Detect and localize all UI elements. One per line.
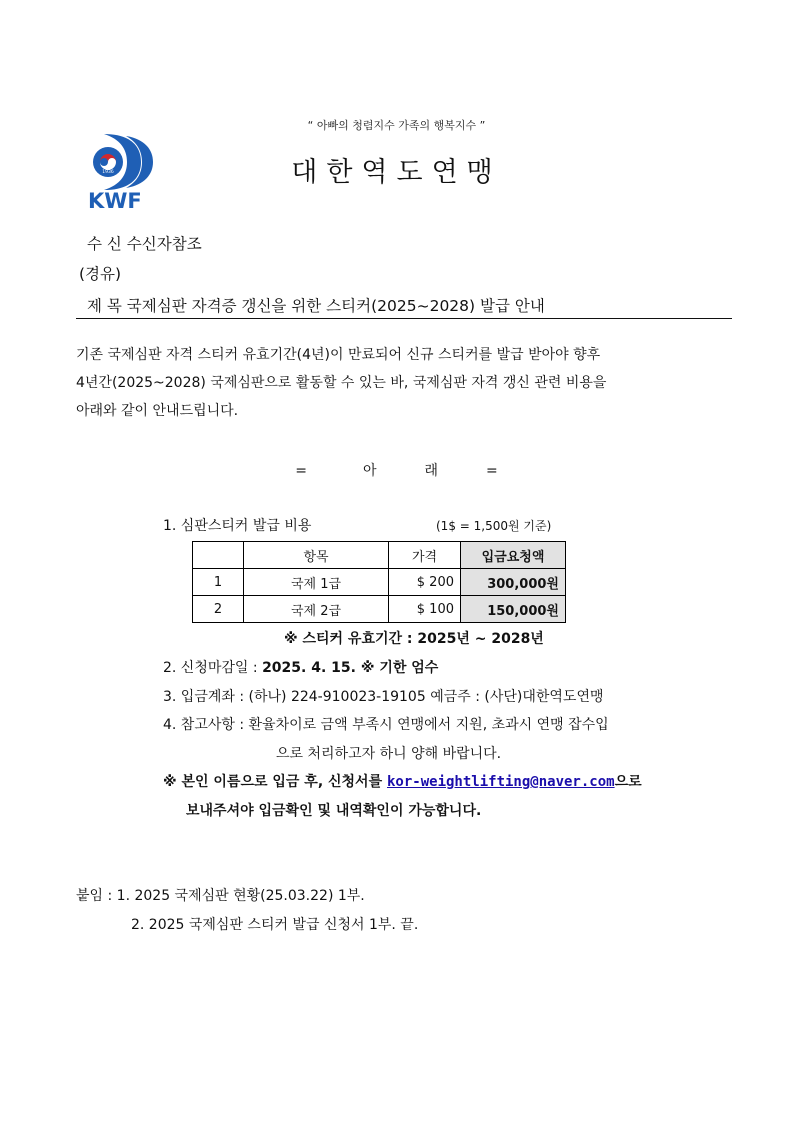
attachment-line-2: 2. 2025 국제심판 스티커 발급 신청서 1부. 끝. bbox=[131, 917, 419, 933]
header-divider bbox=[76, 318, 732, 319]
notice-line-1 bbox=[163, 771, 642, 791]
table-cell: $ 200 bbox=[389, 569, 461, 596]
recipient-line: 수 신 수신자참조 bbox=[87, 235, 202, 253]
subject-line: 제 목 국제심판 자격증 갱신을 위한 스티커(2025~2028) 발급 안내 bbox=[87, 297, 545, 315]
validity-note: ※ 스티커 유효기간 : 2025년 ~ 2028년 bbox=[284, 631, 544, 647]
section-2 bbox=[163, 657, 438, 677]
intro-line-3: 아래와 같이 안내드립니다. bbox=[76, 403, 239, 419]
table-cell: $ 100 bbox=[389, 596, 461, 623]
section-1-title: 1. 심판스티커 발급 비용 bbox=[163, 518, 312, 534]
table-cell: 국제 2급 bbox=[244, 596, 389, 623]
motto: “ 아빠의 청렴지수 가족의 행복지수 ” bbox=[307, 119, 486, 132]
intro-line-1: 기존 국제심판 자격 스티커 유효기간(4년)이 만료되어 신규 스티커를 발급 받아야 향후 bbox=[76, 347, 601, 363]
attachment-line-1: 붙임 : 1. 2025 국제심판 현황(25.03.22) 1부. bbox=[76, 888, 365, 904]
table-cell: 150,000원 bbox=[461, 596, 566, 623]
table-cell: 2 bbox=[193, 596, 244, 623]
notice-suffix: 으로 bbox=[614, 774, 642, 790]
section-2-label: 2. 신청마감일 : bbox=[163, 660, 258, 676]
table-header-cell bbox=[193, 542, 244, 569]
fee-table bbox=[192, 541, 566, 623]
table-row bbox=[193, 569, 566, 596]
section-4-line-2: 으로 처리하고자 하니 양해 바랍니다. bbox=[276, 746, 502, 762]
exchange-rate-note: (1$ = 1,500원 기준) bbox=[436, 519, 552, 533]
notice-prefix: ※ 본인 이름으로 입금 후, 신청서를 bbox=[163, 774, 383, 790]
table-header-cell: 가격 bbox=[389, 542, 461, 569]
below-heading-a: 아 bbox=[362, 463, 377, 479]
table-header-row bbox=[193, 542, 566, 569]
table-header-cell: 입금요청액 bbox=[461, 542, 566, 569]
email-link[interactable]: kor-weightlifting@naver.com bbox=[387, 774, 615, 790]
section-3: 3. 입금계좌 : (하나) 224-910023-19105 예금주 : (사단)대한역도연맹 bbox=[163, 689, 604, 705]
below-heading-eq-right: = bbox=[486, 463, 498, 479]
table-header-cell: 항목 bbox=[244, 542, 389, 569]
below-heading bbox=[0, 460, 793, 480]
table-cell: 국제 1급 bbox=[244, 569, 389, 596]
table-cell: 300,000원 bbox=[461, 569, 566, 596]
below-heading-eq-left: = bbox=[295, 463, 307, 479]
intro-line-2: 4년간(2025~2028) 국제심판으로 활동할 수 있는 바, 국제심판 자격 갱신 관련 비용을 bbox=[76, 375, 607, 391]
section-2-value: 2025. 4. 15. ※ 기한 엄수 bbox=[262, 660, 439, 676]
table-row bbox=[193, 596, 566, 623]
logo-year: 1936 bbox=[102, 170, 114, 175]
notice-line-2: 보내주셔야 입금확인 및 내역확인이 가능합니다. bbox=[186, 803, 482, 819]
table-cell: 1 bbox=[193, 569, 244, 596]
organization-name: 대한역도연맹 bbox=[291, 157, 502, 188]
below-heading-rae: 래 bbox=[424, 463, 439, 479]
logo-text: KWF bbox=[88, 189, 142, 211]
section-4-line-1: 4. 참고사항 : 환율차이로 금액 부족시 연맹에서 지원, 초과시 연맹 잡수입 bbox=[163, 717, 609, 733]
via-line: (경유) bbox=[79, 265, 122, 283]
